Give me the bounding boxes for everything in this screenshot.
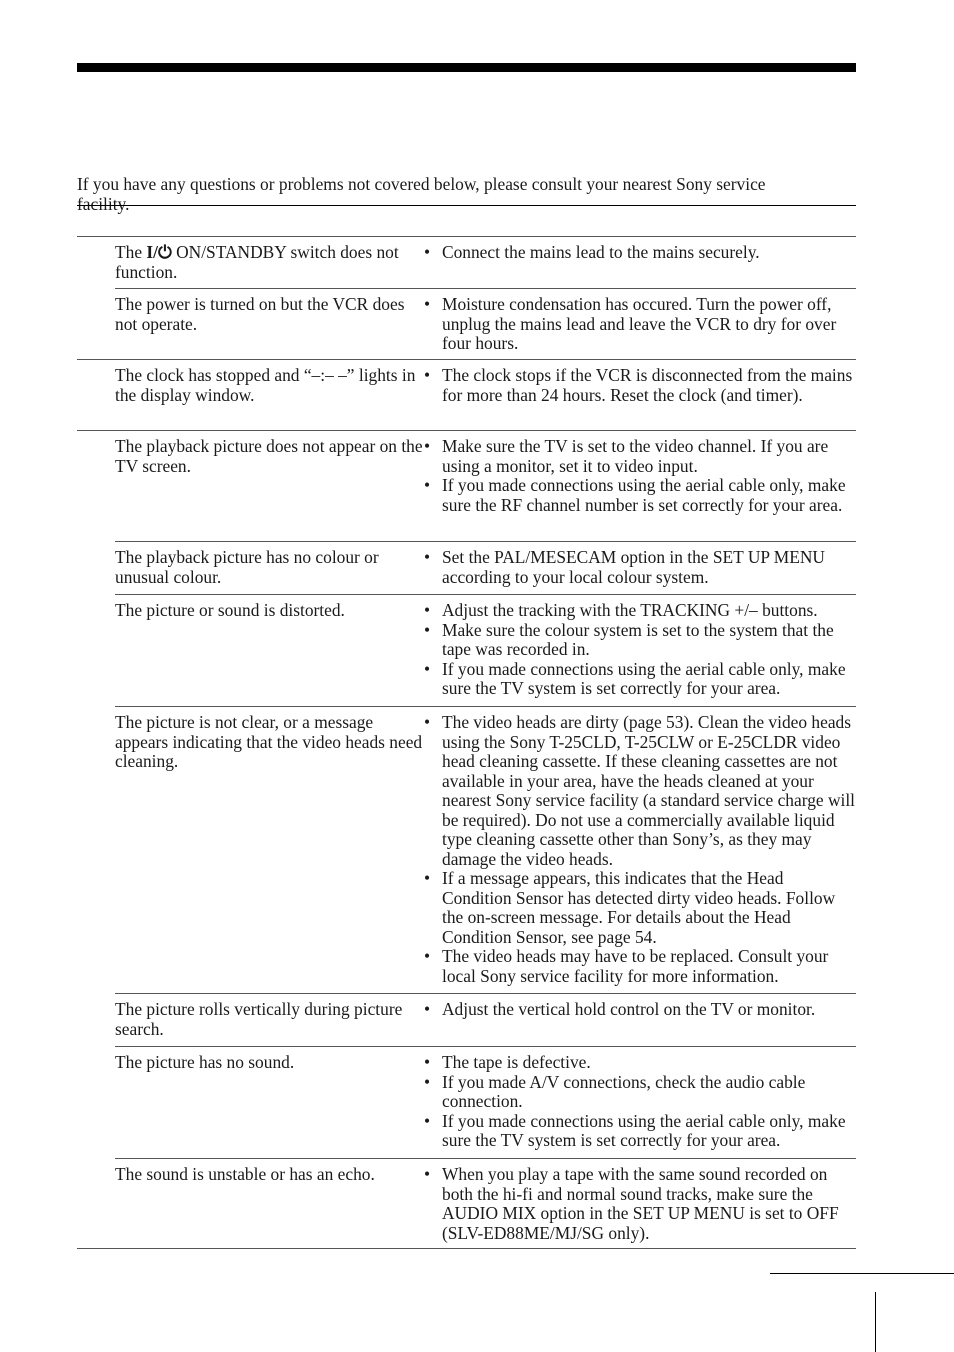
symptom-cell [115, 243, 424, 284]
troubleshooting-table [77, 236, 856, 1249]
remedy-item: • If you made connections using the aerial cable only, make sure the TV system is set correctly for your area. [424, 1112, 856, 1151]
remedy-item: • If you made connections using the aerial cable only, make sure the TV system is set correctly for your area. [424, 660, 856, 699]
remedy-cell [424, 243, 856, 284]
table-row [77, 360, 856, 431]
symptom-cell: The playback picture has no colour or unusual colour. [115, 547, 379, 587]
table-row [77, 1159, 856, 1249]
table-row [77, 289, 856, 360]
remedy-item: • If you made A/V connections, check the audio cable connection. [424, 1073, 856, 1112]
footer-rule [770, 1273, 954, 1274]
remedy-cell [424, 601, 856, 702]
intro-text: If you have any questions or problems not covered below, please consult your nearest Sony service facility. [77, 174, 766, 215]
remedy-cell [424, 548, 856, 590]
remedy-item: • When you play a tape with the same sound recorded on both the hi-fi and normal sound tracks, make sure the AUDIO MIX option in the SET UP MENU is set to OFF (SLV-ED88ME/MJ/SG only). [424, 1165, 856, 1243]
symptom-cell: The clock has stopped and “–:– –” lights in the display window. [115, 365, 416, 405]
footer-divider [875, 1292, 876, 1352]
symptom-cell: The picture is not clear, or a message appears indicating that the video heads need cleaning. [115, 712, 423, 771]
symptom-cell: The picture or sound is distorted. [115, 600, 345, 620]
remedy-cell [424, 713, 856, 989]
remedy-item: • Connect the mains lead to the mains securely. [424, 243, 856, 263]
symptom-cell: The power is turned on but the VCR does not operate. [115, 294, 405, 334]
remedy-item: • Set the PAL/MESECAM option in the SET UP MENU according to your local colour system. [424, 548, 856, 587]
remedy-item: • If you made connections using the aerial cable only, make sure the RF channel number is set correctly for your area. [424, 476, 856, 515]
symptom-cell: The picture has no sound. [115, 1052, 295, 1072]
remedy-item: • The video heads may have to be replaced. Consult your local Sony service facility for more information. [424, 947, 856, 986]
remedy-cell [424, 295, 856, 355]
header-bar [77, 63, 856, 72]
remedy-item: • Adjust the vertical hold control on the TV or monitor. [424, 1000, 856, 1020]
symptom-cell: The sound is unstable or has an echo. [115, 1164, 375, 1184]
symptom-cell: The picture rolls vertically during picture search. [115, 999, 403, 1039]
table-row [77, 542, 856, 595]
remedy-cell [424, 1165, 856, 1244]
power-switch-icon: I/⏻ [146, 242, 172, 262]
remedy-cell [424, 1000, 856, 1042]
remedy-cell [424, 366, 856, 426]
remedy-item: • Moisture condensation has occured. Turn the power off, unplug the mains lead and leave the VCR to dry for over four hours. [424, 295, 856, 354]
symptom-cell: The playback picture does not appear on the TV screen. [115, 436, 423, 476]
table-row [77, 707, 856, 994]
remedy-item: • The clock stops if the VCR is disconnected from the mains for more than 24 hours. Reset the clock (and timer). [424, 366, 856, 405]
table-row [77, 1047, 856, 1159]
intro-rule [77, 205, 856, 206]
table-row [77, 237, 856, 289]
remedy-item: • Make sure the TV is set to the video channel. If you are using a monitor, set it to video input. [424, 437, 856, 476]
remedy-item: • Make sure the colour system is set to the system that the tape was recorded in. [424, 621, 856, 660]
symptom-suffix: ON/STANDBY switch does not function. [115, 242, 399, 282]
remedy-cell [424, 1053, 856, 1154]
remedy-item: • The tape is defective. [424, 1053, 856, 1073]
table-row [77, 595, 856, 707]
remedy-item: • Adjust the tracking with the TRACKING +/– buttons. [424, 601, 856, 621]
table-row [77, 431, 856, 542]
remedy-cell [424, 437, 856, 537]
table-row [77, 994, 856, 1047]
remedy-item: • The video heads are dirty (page 53). Clean the video heads using the Sony T-25CLD, T-25CLW or E-25CLDR video head cleaning cassette. If these cleaning cassettes are not available in your area, have the heads cleaned at your nearest Sony service facility (a standard service charge will be required). Do not use a commercially available liquid type cleaning cassette other than Sony’s, as they may damage the video heads. [424, 713, 856, 869]
symptom-prefix: The [115, 242, 147, 262]
remedy-item: • If a message appears, this indicates that the Head Condition Sensor has detected dirty video heads. Follow the on-screen message. For details about the Head Condition Sensor, see page 54. [424, 869, 856, 947]
